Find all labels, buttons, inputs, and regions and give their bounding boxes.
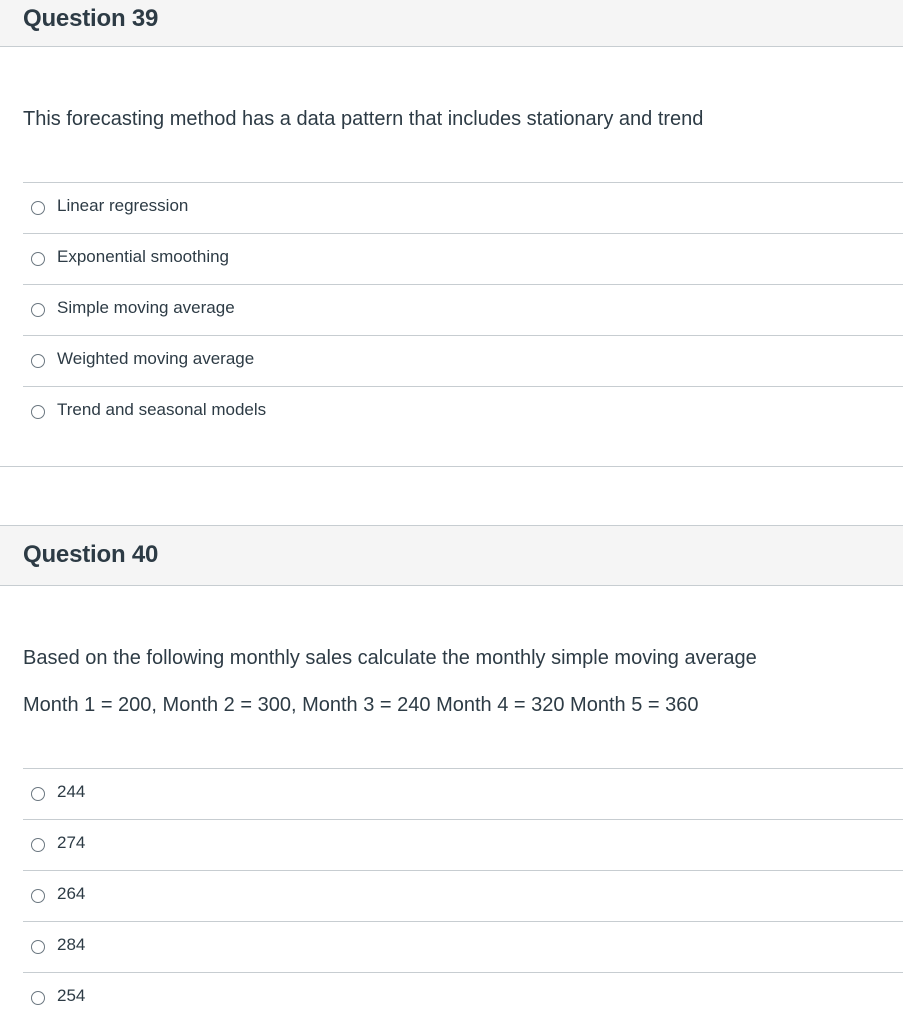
radio-button[interactable] [31,252,45,266]
answer-label: Linear regression [57,196,189,215]
answer-option-244[interactable] [23,768,903,819]
answer-label: Trend and seasonal models [57,400,267,419]
question-39-answers [23,182,903,437]
answer-option-simple-moving-average[interactable] [23,284,903,335]
answer-label: Simple moving average [57,298,235,317]
radio-button[interactable] [31,303,45,317]
radio-button[interactable] [31,991,45,1005]
radio-button[interactable] [31,405,45,419]
radio-button[interactable] [31,201,45,215]
question-40-header [0,525,903,586]
question-40-answers [23,768,903,1023]
question-40-text: Based on the following monthly sales calculate the monthly simple moving average [23,647,757,669]
answer-option-weighted-moving-average[interactable] [23,335,903,386]
radio-button[interactable] [31,354,45,368]
answer-label: 274 [57,833,86,852]
answer-option-284[interactable] [23,921,903,972]
answer-label: 284 [57,935,86,954]
answer-label: 244 [57,782,86,801]
question-39-title: Question 39 [23,5,159,32]
answer-option-linear-regression[interactable] [23,182,903,233]
radio-button[interactable] [31,787,45,801]
answer-label: Weighted moving average [57,349,255,368]
answer-option-274[interactable] [23,819,903,870]
question-39-bottom-divider [0,466,903,467]
radio-button[interactable] [31,889,45,903]
question-39-text: This forecasting method has a data pattern that includes stationary and trend [23,108,704,130]
question-40-title: Question 40 [23,541,159,568]
question-40-data-text: Month 1 = 200, Month 2 = 300, Month 3 = 240 Month 4 = 320 Month 5 = 360 [23,694,699,716]
answer-option-254[interactable] [23,972,903,1023]
answer-label: 254 [57,986,86,1005]
answer-option-trend-and-seasonal-models[interactable] [23,386,903,437]
answer-label: Exponential smoothing [57,247,230,266]
question-39-header [0,0,903,47]
radio-button[interactable] [31,838,45,852]
answer-option-exponential-smoothing[interactable] [23,233,903,284]
radio-button[interactable] [31,940,45,954]
answer-option-264[interactable] [23,870,903,921]
answer-label: 264 [57,884,86,903]
